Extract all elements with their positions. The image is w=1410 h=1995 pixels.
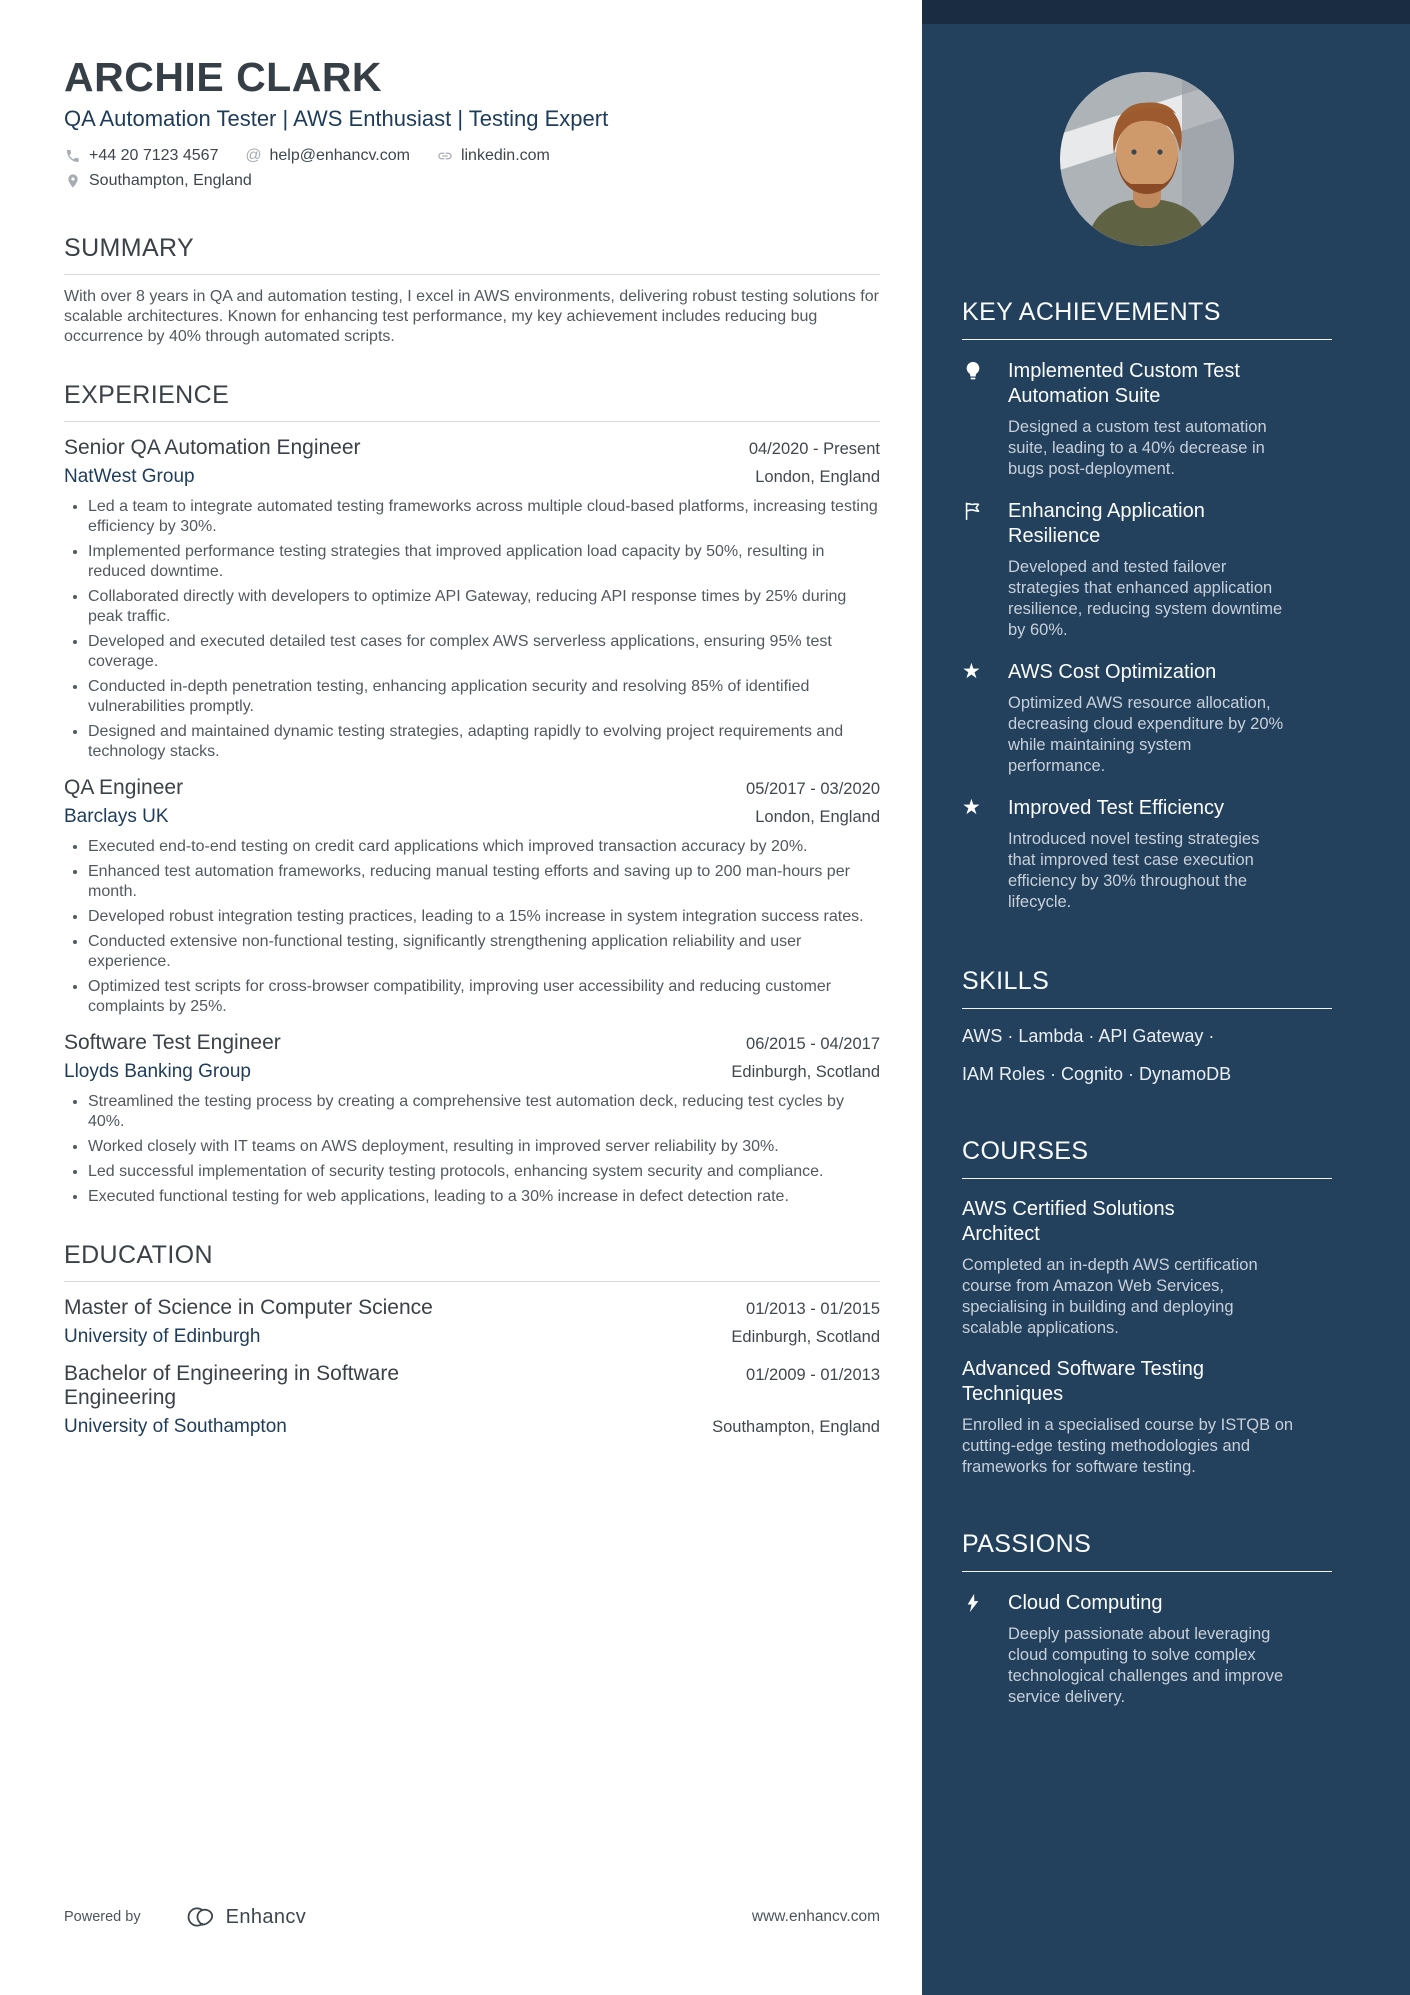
location-item	[64, 172, 252, 190]
location-pin-icon	[64, 172, 82, 190]
achievement-title: Enhancing Application Resilience	[1008, 500, 1205, 547]
courses-heading: COURSES	[962, 1137, 1332, 1179]
skills-line: AWS · Lambda · API Gateway ·	[962, 1026, 1215, 1046]
sidebar-content	[922, 24, 1410, 1708]
education-dates: 01/2009 - 01/2013	[746, 1366, 880, 1385]
course-title: AWS Certified Solutions Architect	[962, 1198, 1175, 1245]
powered-by-label: Powered by	[64, 1909, 141, 1925]
sidebar-top-bar	[922, 0, 1410, 24]
job-bullets	[64, 497, 880, 762]
headline: QA Automation Tester | AWS Enthusiast | Testing Expert	[64, 106, 609, 132]
job-bullets	[64, 837, 880, 1017]
link-icon	[436, 147, 454, 165]
course-text: Completed an in-depth AWS certification course from Amazon Web Services, specialising in building and deploying scalable applications.	[962, 1256, 1258, 1337]
link-item	[436, 147, 550, 165]
job-bullet: • Conducted in-depth penetration testing, enhancing application security and resolving 85% of identified vulnerabilities promptly.	[88, 677, 880, 717]
contact-row	[64, 147, 880, 165]
job-bullet: • Conducted extensive non-functional testing, significantly strengthening application reliability and user experience.	[88, 932, 880, 972]
skills-heading: SKILLS	[962, 967, 1332, 1009]
achievement-title: Implemented Custom Test Automation Suite	[1008, 360, 1240, 407]
email-link[interactable]: help@enhancv.com	[269, 147, 410, 165]
education-heading: EDUCATION	[64, 1241, 880, 1282]
achievement-item	[962, 359, 1332, 480]
education-section	[64, 1241, 880, 1438]
achievement-title: AWS Cost Optimization	[1008, 661, 1217, 683]
experience-section	[64, 381, 880, 1207]
school: University of Southampton	[64, 1416, 287, 1438]
person-name: ARCHIE CLARK	[64, 54, 383, 100]
course-text: Enrolled in a specialised course by ISTQB on cutting-edge testing methodologies and frameworks for software testing.	[962, 1416, 1294, 1476]
job-bullet: • Enhanced test automation frameworks, reducing manual testing efforts and saving up to 200 man-hours per month.	[88, 862, 880, 902]
star-icon: ★	[962, 796, 981, 819]
passion-item	[962, 1591, 1332, 1708]
contact-row-2	[64, 172, 880, 190]
job-bullet: • Led a team to integrate automated testing frameworks across multiple cloud-based platforms, increasing testing efficiency by 30%.	[88, 497, 880, 537]
education-entry	[64, 1362, 880, 1438]
achievement-item	[962, 796, 1332, 913]
achievement-text: Optimized AWS resource allocation, decreasing cloud expenditure by 20% while maintaining system performance.	[1008, 694, 1284, 775]
job-title: QA Engineer	[64, 776, 184, 800]
job-dates: 04/2020 - Present	[748, 440, 880, 459]
at-icon: @	[245, 147, 262, 165]
lightbulb-icon	[962, 359, 992, 480]
achievement-item	[962, 499, 1332, 641]
job-company: NatWest Group	[64, 466, 195, 488]
profile-photo	[1060, 72, 1234, 246]
sidebar	[922, 0, 1410, 1995]
lightning-icon	[962, 1591, 992, 1708]
job-bullet: • Streamlined the testing process by creating a comprehensive test automation deck, reducing test cycles by 40%.	[88, 1092, 880, 1132]
achievement-text: Developed and tested failover strategies that enhanced application resilience, reducing system downtime by 60%.	[1008, 558, 1283, 639]
job-bullet: • Executed end-to-end testing on credit card applications which improved transaction accuracy by 20%.	[88, 837, 880, 857]
job-bullet: • Executed functional testing for web applications, leading to a 30% increase in defect detection rate.	[88, 1187, 880, 1207]
course-title: Advanced Software Testing Techniques	[962, 1358, 1205, 1405]
website-url[interactable]: www.enhancv.com	[751, 1908, 880, 1925]
enhancv-logo-icon	[177, 1905, 217, 1929]
passions-heading: PASSIONS	[962, 1530, 1332, 1572]
linkedin-link[interactable]: linkedin.com	[460, 147, 550, 165]
job-company: Lloyds Banking Group	[64, 1061, 251, 1083]
header	[64, 56, 880, 190]
brand-name: Enhancv	[225, 1905, 307, 1928]
email-item	[244, 147, 409, 165]
job-bullet: • Developed robust integration testing practices, leading to a 15% increase in system integration success rates.	[88, 907, 880, 927]
job-bullet: • Collaborated directly with developers to optimize API Gateway, reducing API response times by 25% during peak traffic.	[88, 587, 880, 627]
summary-text: With over 8 years in QA and automation testing, I excel in AWS environments, delivering robust testing solutions for scalable architectures. Known for enhancing test performance, my key achievement includes reducing bug occurrence by 40% through automated scripts.	[64, 288, 879, 346]
passion-title: Cloud Computing	[1008, 1592, 1163, 1614]
job-entry	[64, 776, 880, 1017]
experience-heading: EXPERIENCE	[64, 381, 880, 422]
job-location: London, England	[755, 808, 880, 827]
job-location: Edinburgh, Scotland	[731, 1063, 880, 1082]
phone-icon	[64, 147, 82, 165]
enhancv-brand	[177, 1905, 307, 1929]
achievement-text: Designed a custom test automation suite, leading to a 40% decrease in bugs post-deployment.	[1008, 418, 1267, 478]
degree: Master of Science in Computer Science	[64, 1296, 433, 1320]
job-bullet: • Implemented performance testing strategies that improved application load capacity by 50%, resulting in reduced downtime.	[88, 542, 880, 582]
job-bullet: • Led successful implementation of security testing protocols, enhancing system security and compliance.	[88, 1162, 880, 1182]
course-item	[962, 1357, 1332, 1478]
job-dates: 06/2015 - 04/2017	[746, 1035, 880, 1054]
achievement-title: Improved Test Efficiency	[1008, 797, 1225, 819]
footer	[64, 1905, 880, 1929]
summary-heading: SUMMARY	[64, 234, 880, 275]
passion-text: Deeply passionate about leveraging cloud computing to solve complex technological challenges and improve service delivery.	[1008, 1625, 1284, 1706]
education-entry	[64, 1296, 880, 1348]
job-title: Software Test Engineer	[64, 1031, 281, 1055]
avatar-illustration	[1060, 72, 1234, 246]
job-location: London, England	[755, 468, 880, 487]
school: University of Edinburgh	[64, 1326, 261, 1348]
job-bullet: • Designed and maintained dynamic testing strategies, adapting rapidly to evolving project requirements and technology stacks.	[88, 722, 880, 762]
flag-icon	[962, 499, 992, 641]
job-entry	[64, 1031, 880, 1207]
skills-line: IAM Roles · Cognito · DynamoDB	[962, 1064, 1232, 1084]
education-dates: 01/2013 - 01/2015	[746, 1300, 880, 1319]
education-location: Edinburgh, Scotland	[731, 1328, 880, 1347]
job-bullets	[64, 1092, 880, 1207]
job-bullet: • Developed and executed detailed test cases for complex AWS serverless applications, ensuring 95% test coverage.	[88, 632, 880, 672]
summary-section	[64, 234, 880, 347]
star-icon: ★	[962, 660, 981, 683]
phone-number[interactable]: +44 20 7123 4567	[89, 147, 219, 165]
job-entry	[64, 436, 880, 762]
job-company: Barclays UK	[64, 806, 169, 828]
location-text: Southampton, England	[89, 172, 252, 190]
education-location: Southampton, England	[712, 1418, 880, 1437]
phone-item	[64, 147, 218, 165]
achievement-text: Introduced novel testing strategies that improved test case execution efficiency by 30% throughout the lifecycle.	[1008, 830, 1260, 911]
course-item	[962, 1197, 1332, 1339]
job-dates: 05/2017 - 03/2020	[746, 780, 880, 799]
achievements-heading: KEY ACHIEVEMENTS	[962, 298, 1332, 340]
job-bullet: • Optimized test scripts for cross-browser compatibility, improving user accessibility and reducing customer complaints by 25%.	[88, 977, 880, 1017]
degree: Bachelor of Engineering in Software Engineering	[64, 1362, 400, 1410]
achievement-item	[962, 660, 1332, 777]
job-title: Senior QA Automation Engineer	[64, 436, 361, 460]
job-bullet: • Worked closely with IT teams on AWS deployment, resulting in improved server reliability by 30%.	[88, 1137, 880, 1157]
